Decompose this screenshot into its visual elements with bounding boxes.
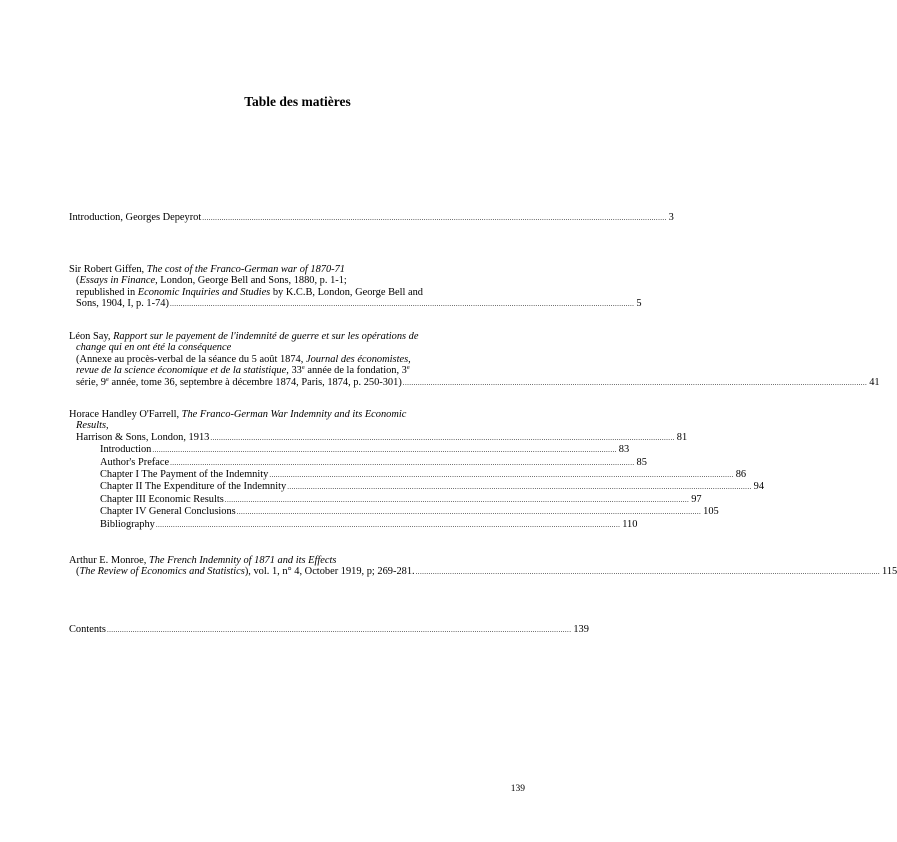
entry-text: by K.C.B, London, George Bell and bbox=[270, 286, 423, 298]
entry-text: année de la fondation, 3 bbox=[304, 365, 407, 377]
entry-text: Contents bbox=[69, 624, 106, 635]
entry-text: (Annexe au procès-verbal de la séance du 5 août 1874, bbox=[76, 353, 306, 365]
entry-text: Sons, 1904, I, p. 1-74) bbox=[76, 298, 169, 310]
dot-leader: ........................................................................................................................................................................................................................ bbox=[269, 471, 734, 480]
page-ref: 86 bbox=[735, 469, 747, 481]
toc-entry-contents bbox=[69, 624, 589, 636]
page-ref: 94 bbox=[753, 481, 765, 493]
entry-italic: Essays in Finance bbox=[79, 275, 156, 287]
toc-line bbox=[69, 275, 524, 286]
chapter-list bbox=[69, 444, 765, 531]
toc-line bbox=[69, 298, 642, 310]
chapter-entry bbox=[69, 456, 647, 469]
toc-entry-introduction bbox=[69, 212, 674, 224]
page-ref: 3 bbox=[668, 212, 674, 223]
page-ref: 105 bbox=[703, 506, 719, 518]
entry-text: Harrison & Sons, London, 1913 bbox=[76, 431, 210, 443]
entry-author: Horace Handley O'Farrell, bbox=[69, 409, 182, 420]
dot-leader: ........................................................................................................................................................................................................................ bbox=[402, 378, 868, 387]
toc-line bbox=[69, 264, 524, 275]
entry-text: , London, George Bell and Sons, 1880, p. 1-1; bbox=[155, 275, 347, 287]
page-ref: 83 bbox=[618, 444, 630, 456]
page-number: 139 bbox=[510, 784, 525, 794]
toc-line bbox=[69, 566, 897, 578]
toc-line bbox=[69, 342, 524, 353]
entry-title: change qui en ont été la conséquence bbox=[76, 342, 232, 354]
chapter-label: Author's Preface bbox=[100, 456, 170, 468]
entry-text: Introduction, Georges Depeyrot bbox=[69, 212, 202, 223]
toc-line bbox=[69, 331, 524, 342]
toc-entry-giffen bbox=[69, 264, 642, 311]
chapter-label: Bibliography bbox=[100, 518, 155, 530]
chapter-entry bbox=[69, 493, 702, 506]
entry-text bbox=[76, 377, 402, 388]
dot-leader: ........................................................................................................................................................................................................................ bbox=[155, 520, 621, 529]
entry-title: Results, bbox=[76, 420, 109, 432]
toc-entry-ofarrell bbox=[69, 409, 765, 531]
dot-leader: ........................................................................................................................................................................................................................ bbox=[106, 626, 572, 634]
superscript: e bbox=[406, 364, 410, 372]
chapter-entry bbox=[69, 444, 630, 456]
toc-line bbox=[69, 375, 880, 389]
entry-text: ( bbox=[76, 566, 80, 578]
chapter-entry bbox=[69, 481, 765, 493]
dot-leader: ........................................................................................................................................................................................................................ bbox=[202, 214, 667, 222]
chapter-label: Chapter I The Payment of the Indemnity bbox=[100, 469, 269, 481]
toc-line bbox=[69, 212, 674, 224]
superscript: e bbox=[106, 375, 109, 383]
page-ref: 110 bbox=[622, 518, 638, 530]
chapter-label: Chapter II The Expenditure of the Indemnity bbox=[100, 481, 287, 493]
dot-leader: ........................................................................................................................................................................................................................ bbox=[287, 483, 752, 492]
page-ref: 41 bbox=[869, 376, 880, 388]
page-ref: 139 bbox=[573, 624, 589, 635]
chapter-entry bbox=[69, 469, 747, 481]
page-ref: 85 bbox=[636, 456, 647, 468]
entry-author: Arthur E. Monroe, bbox=[69, 555, 149, 566]
toc-line bbox=[69, 431, 688, 444]
chapter-entry bbox=[69, 506, 719, 518]
entry-text bbox=[76, 566, 415, 577]
entry-text: ), vol. 1, n° 4, October 1919, p; 269-281. bbox=[244, 566, 415, 578]
toc-line bbox=[69, 624, 589, 636]
entry-text: republished in bbox=[76, 286, 138, 298]
dot-leader: ........................................................................................................................................................................................................................ bbox=[169, 300, 635, 309]
entry-author: Sir Robert Giffen, bbox=[69, 264, 147, 275]
entry-italic: The Review of Economics and Statistics bbox=[79, 566, 245, 578]
entry-author: Léon Say, bbox=[69, 331, 114, 342]
chapter-label: Chapter III Economic Results bbox=[100, 493, 224, 505]
chapter-entry bbox=[69, 518, 638, 531]
entry-italic: Journal des économistes, bbox=[305, 353, 411, 365]
superscript: e bbox=[301, 364, 305, 372]
entry-text: , 33 bbox=[286, 365, 302, 377]
dot-leader: ........................................................................................................................................................................................................................ bbox=[152, 446, 617, 455]
toc-line bbox=[69, 354, 524, 365]
page-title: Table des matières bbox=[244, 94, 351, 109]
dot-leader: ........................................................................................................................................................................................................................ bbox=[170, 458, 635, 467]
entry-title: The Franco-German War Indemnity and its Economic bbox=[181, 409, 407, 420]
toc-line bbox=[69, 555, 524, 566]
dot-leader: ........................................................................................................................................................................................................................ bbox=[210, 433, 675, 442]
dot-leader: ........................................................................................................................................................................................................................ bbox=[415, 568, 881, 577]
page-ref: 81 bbox=[676, 431, 688, 443]
page-ref: 5 bbox=[636, 298, 642, 310]
entry-italic: Economic Inquiries and Studies bbox=[137, 286, 271, 298]
dot-leader: ........................................................................................................................................................................................................................ bbox=[224, 495, 690, 504]
dot-leader: ........................................................................................................................................................................................................................ bbox=[236, 508, 702, 517]
entry-text: ( bbox=[76, 275, 80, 287]
entry-italic: revue de la science économique et de la statistique bbox=[76, 365, 287, 377]
page-ref: 97 bbox=[691, 493, 702, 505]
entry-title: The cost of the Franco-German war of 1870-71 bbox=[146, 264, 346, 275]
toc-line bbox=[69, 287, 524, 298]
toc-line bbox=[69, 409, 524, 420]
toc-line bbox=[69, 420, 524, 431]
toc-line bbox=[69, 365, 524, 376]
entry-title: Rapport sur le payement de l'indemnité de guerre et sur les opérations de bbox=[113, 331, 419, 342]
chapter-label: Introduction bbox=[100, 444, 152, 456]
chapter-label: Chapter IV General Conclusions bbox=[100, 506, 236, 518]
entry-title: The French Indemnity of 1871 and its Effects bbox=[148, 555, 337, 566]
entry-text: année, tome 36, septembre à décembre 1874, Paris, 1874, p. 250-301) bbox=[108, 376, 402, 388]
entry-text: série, 9 bbox=[76, 376, 107, 388]
toc-entry-monroe bbox=[69, 555, 897, 579]
page-ref: 115 bbox=[882, 566, 897, 578]
toc-entry-say bbox=[69, 331, 880, 389]
